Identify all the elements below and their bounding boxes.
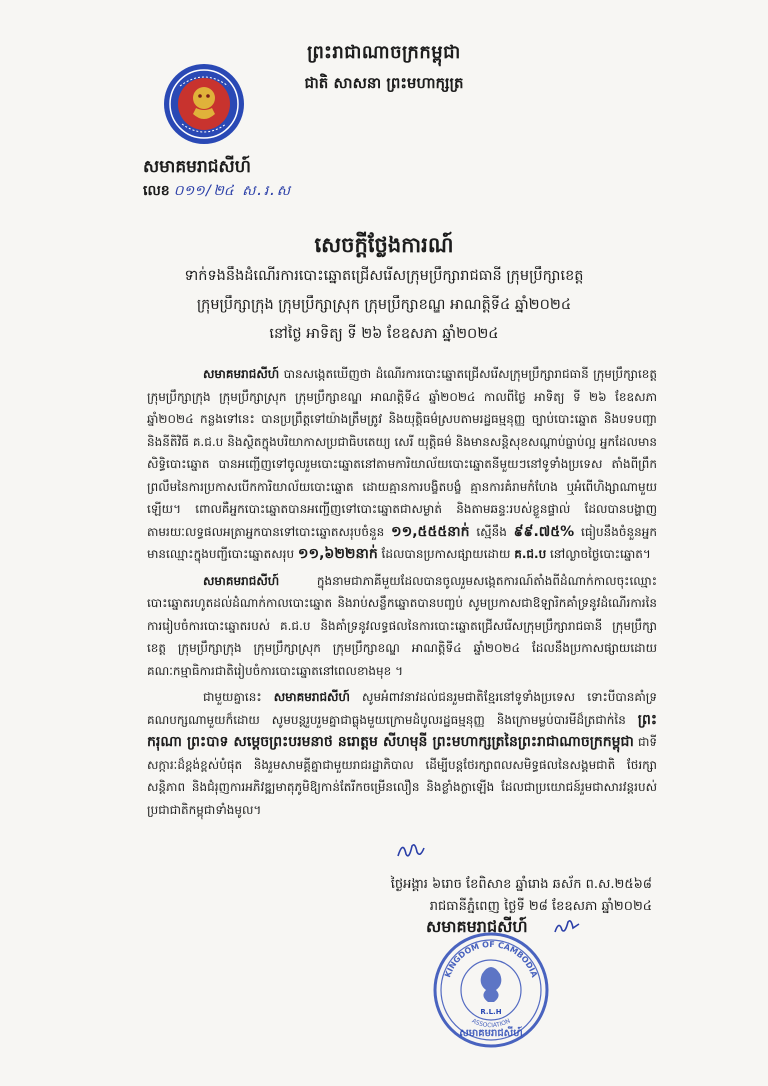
subtitle-line: នៅថ្ងៃ អាទិត្យ ទី ២៦ ខែឧសភា ឆ្នាំ២០២៤ [269,326,499,342]
registered-voter-total: ១១,៦២២នាក់ [297,546,378,562]
paragraph-3 [147,686,657,821]
stamp-top-text: KINGDOM OF CAMBODIA [443,939,539,979]
subtitle-line: ក្រុមប្រឹក្សាក្រុង ក្រុមប្រឹក្សាស្រុក ក្រុមប្រឹក្សាខណ្ឌ អាណត្តិទី៤ ឆ្នាំ២០២៤ [196,297,572,313]
reference-value: ០១១/២៤ ស.រ.ស [173,183,291,199]
stamp-bottom-text: សមាគមរាជសីហ៍ [459,1028,523,1039]
official-stamp-icon [430,930,552,1050]
election-committee-acronym: គ.ជ.ប [514,547,547,561]
turnout-percent: ៩៩.៧៥% [513,523,575,540]
lunar-date: ថ្ងៃអង្គារ ៦រោច ខែពិសាខ ឆ្នាំរោង ឆស័ក ព.ស.២៥៦៨ [390,877,652,892]
paragraph-text: ជាទីសក្ការៈដ៏ខ្ពង់ខ្ពស់បំផុត និងរួមសាមគ្គីគ្នាជាមួយរាជរដ្ឋាភិបាល ដើម្បីបន្តថែរក្សាពលសមិទ្ធផលនៃសង្គមជាតិ ថែរក្សាសន្តិភាព និងជំរុញការអភិវឌ្ឍមាតុភូមិឱ្យកាន់តែរីកចម្រើនលឿន និងខ្លាំងក្លាឡើង ដែលជាប្រយោជន៍រួមជាសារវន្តរបស់ប្រជាជាតិកម្ពុជាទាំងមូល។ [147,735,658,817]
initial-signature-icon [395,838,427,862]
signature-icon [553,916,581,936]
national-motto: ជាតិ សាសនា ព្រះមហាក្សត្រ [304,74,464,92]
statement-body [147,363,657,825]
reference-label: លេខ [143,183,170,199]
paragraph-text: បានសង្កេតឃើញថា ដំណើរការបោះឆ្នោតជ្រើសរើសក្រុមប្រឹក្សារាជធានី ក្រុមប្រឹក្សាខេត្ត ក្រុមប្រឹក្សាក្រុង ក្រុមប្រឹក្សាស្រុក ក្រុមប្រឹក្សាខណ្ឌ អាណត្តិទី៤ ឆ្នាំ២០២៤ កាលពីថ្ងៃ អាទិត្យ ទី ២៦ ខែឧសភា ឆ្នាំ២០២៤ កន្លងទៅនេះ បានប្រព្រឹត្តទៅយ៉ាងត្រឹមត្រូវ និងយុត្តិធម៌ស្របតាមរដ្ឋធម្មនុញ្ញ ច្បាប់បោះឆ្នោត និងបទបញ្ជានិងនីតិវិធី គ.ជ.ប និងស្ថិតក្នុងបរិយាកាសប្រជាធិបតេយ្យ សេរី យុត្តិធម៌ និងមានសន្តិសុខសណ្តាប់ធ្នាប់ល្អ អ្នកដែលមានសិទ្ធិបោះឆ្នោត បានអញ្ជើញទៅចូលរួមបោះឆ្នោតនៅតាមការិយាល័យបោះឆ្នោតនីមួយៗនៅទូទាំងប្រទេស តាំងពីព្រឹកព្រលឹមនៃការប្រកាសបើកការិយាល័យបោះឆ្នោត ដោយគ្មានការបង្ខិតបង្ខំ គ្មានការគំរាមកំហែង ឬអំពើហិង្សាណាមួយឡើយ។ ពោលគឺអ្នកបោះឆ្នោតបានអញ្ជើញទៅបោះឆ្នោតជាសម្ងាត់ និងតាមឆន្ទៈរបស់ខ្លួនផ្ទាល់ ដែលបានបង្ហាញតាមរយៈលទ្ធផលអត្រាអ្នកបានទៅបោះឆ្នោតសរុបចំនួន [147,367,657,539]
org-name-inline: សមាគមរាជសីហ៍ [203,367,280,381]
paragraph-text: នៅល្ងាចថ្ងៃបោះឆ្នោត។ [546,547,651,561]
paragraph-text: ស្មើនឹង [469,524,514,539]
paragraph-text: ក្នុងនាមជាភាគីមួយដែលបានចូលរួមសង្កេតការណ៍តាំងពីដំណាក់កាលចុះឈ្មោះបោះឆ្នោតរហូតដល់ដំណាក់កាលបោះឆ្នោត និងរាប់សន្លឹកឆ្នោតបានបញ្ចប់ សូមប្រកាសជាឱឡារិកគាំទ្រនូវដំណើរការនៃការរៀបចំការបោះឆ្នោតរបស់ គ.ជ.ប និងគាំទ្រនូវលទ្ធផលនៃការបោះឆ្នោតជ្រើសរើសក្រុមប្រឹក្សារាជធានី ក្រុមប្រឹក្សាខេត្ត ក្រុមប្រឹក្សាក្រុង ក្រុមប្រឹក្សាស្រុក ក្រុមប្រឹក្សាខណ្ឌ អាណត្តិទី៤ ឆ្នាំ២០២៤ ដែលនឹងប្រកាសផ្សាយដោយគណៈកម្មាធិការជាតិរៀបចំការបោះឆ្នោតនៅពេលខាងមុខ ។ [147,573,657,678]
voter-turnout-count: ១១,៥៥៥នាក់ [391,523,470,540]
stamp-acronym: R.L.H [480,1008,502,1016]
subtitle-line: ទាក់ទងនឹងដំណើរការបោះឆ្នោតជ្រើសរើសក្រុមប្រឹក្សារាជធានី ក្រុមប្រឹក្សាខេត្ត [184,268,584,284]
paragraph-text: ដែលបានប្រកាសផ្សាយដោយ [377,547,515,561]
organization-name: សមាគមរាជសីហ៍ [143,157,251,177]
paragraph-text: ជាមួយគ្នានេះ [203,690,274,704]
reference-number [143,181,290,202]
date-block [391,874,652,918]
paragraph-text: ធៀបនឹងចំនួនអ្នកមានឈ្មោះក្នុងបញ្ជីបោះឆ្នោតសរុប [147,524,657,561]
signatory-organization: សមាគមរាជសីហ៍ [426,917,528,936]
kingdom-heading: ព្រះរាជាណាចក្រកម្ពុជា [307,42,461,63]
paragraph-2 [147,570,657,683]
paragraph-1 [147,363,657,566]
paragraph-text: សូមអំពាវនាវដល់ជនរួមជាតិខ្មែរនៅទូទាំងប្រទេស ទោះបីបានគាំទ្រគណបក្សណាមួយក៏ដោយ សូមបន្តរួបរួមគ្នាជាធ្លុងមួយក្រោមដំបូលរដ្ឋធម្មនុញ្ញ និងក្រោមម្លប់បារមីដ៏ត្រជាក់នៃ [147,690,657,727]
place-date: រាជធានីភ្នំពេញ ថ្ងៃទី ២៨ ខែឧសភា ឆ្នាំ២០២៤ [429,899,652,914]
king-title: ព្រះករុណា ព្រះបាទ សម្តេចព្រះបរមនាថ នរោត្តម សីហមុនី ព្រះមហាក្សត្រនៃព្រះរាជាណាចក្រកម្ពុជា [147,711,657,750]
org-name-inline: សមាគមរាជសីហ៍ [203,573,280,588]
document-subtitle [120,262,648,349]
association-logo-icon [160,62,248,146]
org-name-inline: សមាគមរាជសីហ៍ [273,690,350,704]
stamp-subtext: ASSOCIATION [470,1017,512,1030]
document-title: សេចក្តីថ្លែងការណ៍ [314,232,454,257]
